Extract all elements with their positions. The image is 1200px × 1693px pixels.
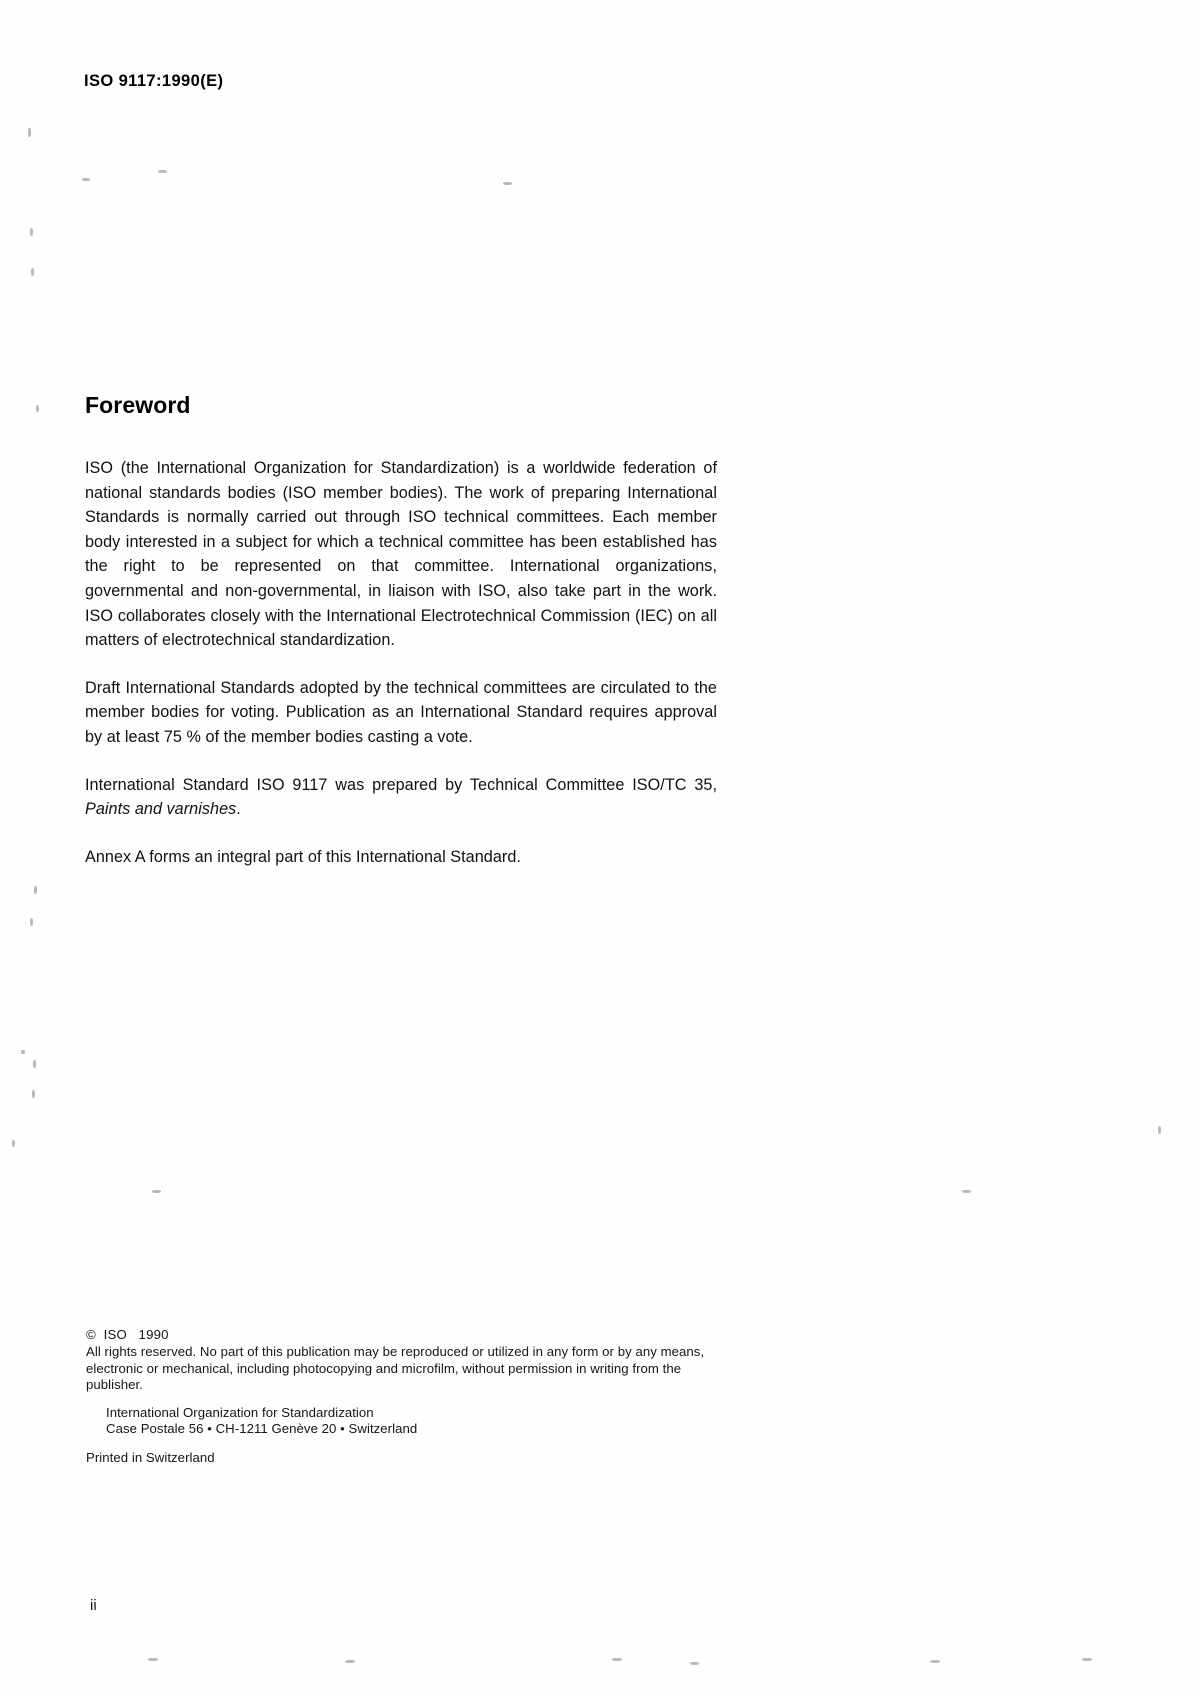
scan-speckle	[612, 1658, 622, 1661]
publisher-address: Case Postale 56 • CH-1211 Genève 20 • Switzerland	[106, 1421, 418, 1437]
document-header-standard-reference: ISO 9117:1990(E)	[84, 72, 224, 90]
foreword-paragraph-2: Draft International Standards adopted by the technical committees are circulated to the member bodies for voting. Publication as an International Standard requires approval by at least 75 % of the member bodies casting a vote.	[85, 678, 717, 746]
copyright-line: © ISO 1990	[86, 1327, 169, 1342]
foreword-paragraph-annex-note: Annex A forms an integral part of this International Standard.	[85, 847, 521, 866]
scan-speckle	[31, 268, 34, 276]
foreword-section	[85, 392, 717, 869]
copyright-footer	[86, 1326, 746, 1467]
scan-speckle	[503, 182, 512, 185]
page-number: ii	[90, 1597, 97, 1614]
committee-scope-italic: Paints and varnishes	[85, 800, 237, 819]
scan-speckle	[962, 1190, 971, 1193]
scan-speckle	[1082, 1658, 1092, 1661]
scan-speckle	[34, 886, 37, 894]
prepared-by-suffix: .	[236, 800, 241, 819]
scan-speckle	[30, 918, 33, 926]
rights-statement: All rights reserved. No part of this publication may be reproduced or utilized in any form or by any means, electronic or mechanical, including photocopying and microfilm, without permission in writing from the publisher.	[86, 1344, 705, 1393]
scan-speckle	[28, 128, 31, 137]
prepared-by-text: International Standard ISO 9117 was prepared by Technical Committee ISO/TC 35,	[85, 775, 717, 794]
scan-speckle	[12, 1140, 15, 1147]
scan-speckle	[36, 405, 39, 412]
scan-speckle	[345, 1660, 355, 1663]
foreword-paragraph-1: ISO (the International Organization for Standardization) is a worldwide federation of national standards bodies (ISO member bodies). The work of preparing International Standards is normally carried out through ISO technical committees. Each member body interested in a subject for which a technical committee has been established has the right to be represented on that committee. International organizations, governmental and non-governmental, in liaison with ISO, also take part in the work. ISO collaborates closely with the International Electrotechnical Commission (IEC) on all matters of electrotechnical standardization.	[85, 459, 717, 650]
scan-speckle	[21, 1050, 25, 1054]
scan-speckle	[690, 1662, 699, 1665]
scan-speckle	[30, 228, 33, 236]
page-title: Foreword	[85, 392, 191, 418]
scan-speckle	[32, 1090, 35, 1098]
scan-speckle	[152, 1190, 161, 1193]
scan-speckle	[930, 1660, 940, 1663]
scan-speckle	[1158, 1126, 1161, 1134]
scan-speckle	[33, 1060, 36, 1068]
scan-speckle	[148, 1658, 158, 1661]
printed-in-line: Printed in Switzerland	[86, 1449, 215, 1465]
scan-speckle	[82, 178, 90, 181]
publisher-organization: International Organization for Standardization	[106, 1404, 374, 1420]
scan-speckle	[158, 170, 167, 173]
foreword-paragraph-prepared-by	[85, 773, 717, 822]
